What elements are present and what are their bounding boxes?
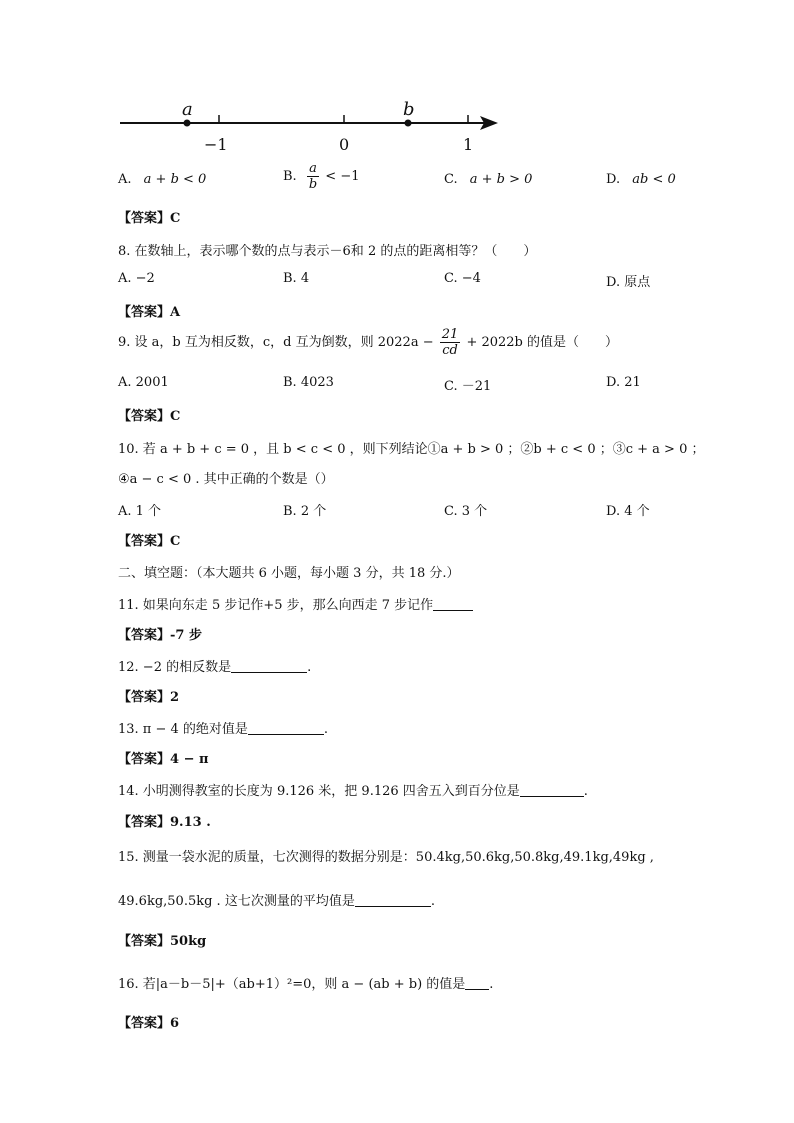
q7-option-d — [606, 172, 676, 187]
q13-tail: . — [323, 722, 329, 737]
q9-option-b: B. 4023 — [283, 375, 334, 390]
q12-stem-text: 12. −2 的相反数是 — [118, 660, 232, 675]
q10-option-b: B. 2 个 — [283, 504, 327, 519]
q7-answer: 【答案】C — [118, 211, 181, 226]
q10-option-a: A. 1 个 — [118, 504, 162, 519]
q8-option-b: B. 4 — [283, 271, 310, 286]
q8-option-c: C. −4 — [444, 271, 481, 286]
q13-blank[interactable] — [248, 721, 324, 735]
q11-blank[interactable] — [433, 597, 473, 611]
q7-option-a-text: a + b < 0 — [143, 172, 207, 187]
q7-option-c-letter: C. — [444, 172, 458, 187]
q7-option-d-text: ab < 0 — [632, 172, 676, 187]
q10-option-d: D. 4 个 — [606, 504, 650, 519]
q12-answer: 【答案】2 — [118, 690, 180, 705]
q13-stem — [118, 718, 328, 737]
point-b-label: b — [403, 99, 415, 120]
q7-option-c-text: a + b > 0 — [469, 172, 533, 187]
q9-option-d: D. 21 — [606, 375, 641, 390]
q10-stem-line1: 10. 若 a + b + c = 0 ，且 b < c < 0 ，则下列结论①a + b > 0 ；②b + c < 0 ；③c + a > 0 ； — [118, 442, 705, 457]
q9-fraction-numerator: 21 — [441, 327, 459, 342]
q16-stem-text: 16. 若|a－b－5|+（ab+1）²=0，则 a − (ab + b) 的值是 — [118, 977, 466, 992]
q14-stem — [118, 780, 588, 799]
q9-stem — [118, 328, 618, 357]
q15-answer: 【答案】50kg — [118, 934, 207, 949]
q7-option-b-fraction — [307, 162, 319, 191]
q15-stem-line1: 15. 测量一袋水泥的质量，七次测得的数据分别是：50.4kg,50.6kg,50.8kg,49.1kg,49kg , — [118, 850, 654, 865]
q16-blank[interactable] — [465, 976, 489, 990]
q7-option-d-letter: D. — [606, 172, 621, 187]
q7-option-b — [283, 162, 360, 191]
q8-option-a: A. −2 — [118, 271, 155, 286]
tick-1-label: 1 — [463, 135, 474, 154]
q7-option-c — [444, 172, 532, 187]
q7-option-b-denominator: b — [308, 177, 318, 192]
q8-option-d: D. 原点 — [606, 275, 651, 290]
q9-stem-post: + 2022b 的值是（ ） — [466, 335, 619, 350]
q8-stem: 8. 在数轴上，表示哪个数的点与表示－6和 2 的点的距离相等？（ ） — [118, 244, 537, 259]
q12-blank[interactable] — [231, 659, 307, 673]
q15-tail: . — [430, 894, 435, 909]
q14-blank[interactable] — [520, 783, 584, 797]
q11-stem-text: 11. 如果向东走 5 步记作+5 步，那么向西走 7 步记作 — [118, 598, 434, 613]
point-a-label: a — [182, 99, 193, 120]
q16-answer: 【答案】6 — [118, 1016, 180, 1031]
q15-blank[interactable] — [355, 893, 431, 907]
q12-tail: . — [307, 660, 312, 675]
q7-option-a — [118, 172, 206, 187]
q13-answer: 【答案】4 − π — [118, 752, 209, 767]
q7-option-a-letter: A. — [118, 172, 132, 187]
q10-stem-line2: ④a − c < 0 . 其中正确的个数是（） — [118, 472, 334, 487]
q9-stem-pre: 9. 设 a，b 互为相反数，c，d 互为倒数，则 2022a − — [118, 335, 434, 350]
q9-fraction-denominator: cd — [442, 343, 458, 358]
point-a-dot — [184, 120, 191, 127]
q11-stem — [118, 594, 473, 613]
section-2-title: 二、填空题：（本大题共 6 小题，每小题 3 分，共 18 分.） — [118, 566, 460, 581]
tick-neg1-label: −1 — [204, 135, 228, 154]
q14-stem-text: 14. 小明测得教室的长度为 9.126 米，把 9.126 四舍五入到百分位是 — [118, 784, 520, 799]
q14-answer: 【答案】9.13 . — [118, 815, 211, 830]
point-b-dot — [405, 120, 412, 127]
q14-tail: . — [583, 784, 588, 799]
tick-0-label: 0 — [339, 135, 350, 154]
q15-stem-line2-text: 49.6kg,50.5kg . 这七次测量的平均值是 — [118, 894, 355, 909]
q13-stem-text: 13. π − 4 的绝对值是 — [118, 722, 248, 737]
q9-option-c: C. －21 — [444, 379, 492, 394]
q7-option-b-numerator: a — [307, 162, 319, 177]
q16-tail: . — [489, 977, 494, 992]
q12-stem — [118, 656, 311, 675]
q9-option-a: A. 2001 — [118, 375, 169, 390]
q10-answer: 【答案】C — [118, 534, 181, 549]
q11-answer: 【答案】-7 步 — [118, 628, 202, 643]
q16-stem — [118, 973, 493, 992]
q9-answer: 【答案】C — [118, 409, 181, 424]
q8-answer: 【答案】A — [118, 305, 181, 320]
q15-stem-line2 — [118, 890, 435, 909]
q9-fraction — [440, 328, 461, 357]
q10-option-c: C. 3 个 — [444, 504, 488, 519]
number-line-figure — [118, 96, 508, 156]
q7-option-b-letter: B. — [283, 169, 297, 184]
q7-option-b-tail: < −1 — [325, 169, 360, 184]
